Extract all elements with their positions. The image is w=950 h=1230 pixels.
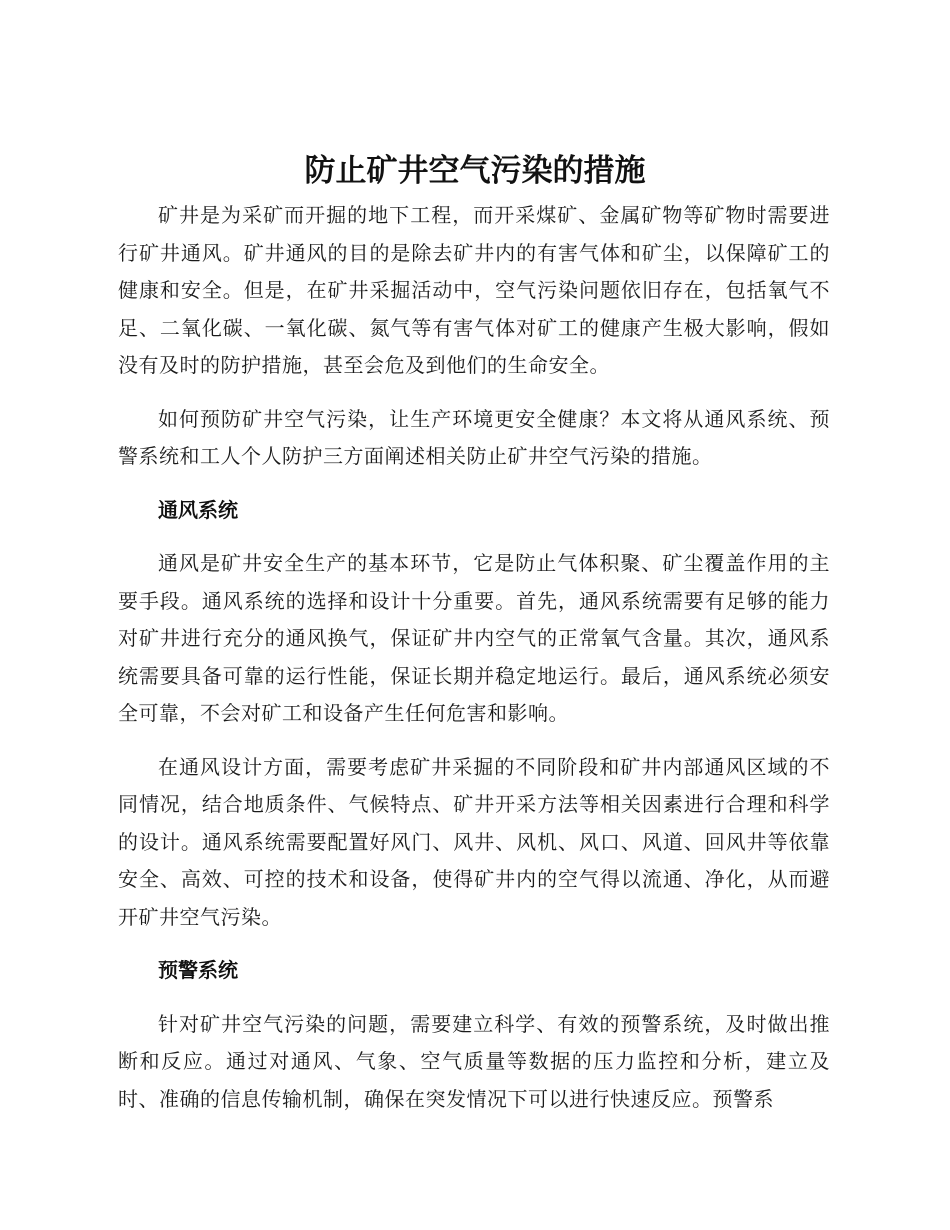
intro-paragraph-2: 如何预防矿井空气污染，让生产环境更安全健康？本文将从通风系统、预警系统和工人个人防护三方面阐述相关防止矿井空气污染的措施。 — [118, 406, 830, 468]
ventilation-paragraph-2: 在通风设计方面，需要考虑矿井采掘的不同阶段和矿井内部通风区域的不同情况，结合地质条件、气候特点、矿井开采方法等相关因素进行合理和科学的设计。通风系统需要配置好风门、风井、风机、风口、风道、回风井等依靠安全、高效、可控的技术和设备，使得矿井内的空气得以流通、净化，从而避开矿井空气污染。 — [118, 754, 830, 929]
ventilation-paragraph-1: 通风是矿井安全生产的基本环节，它是防止气体积聚、矿尘覆盖作用的主要手段。通风系统的选择和设计十分重要。首先，通风系统需要有足够的能力对矿井进行充分的通风换气，保证矿井内空气的正常氧气含量。其次，通风系统需要具备可靠的运行性能，保证长期并稳定地运行。最后，通风系统必须安全可靠，不会对矿工和设备产生任何危害和影响。 — [118, 551, 830, 725]
warning-paragraph-1: 针对矿井空气污染的问题，需要建立科学、有效的预警系统，及时做出推断和反应。通过对通风、气象、空气质量等数据的压力监控和分析，建立及时、准确的信息传输机制，确保在突发情况下可以进行快速反应。预警系 — [118, 1011, 830, 1111]
page-title: 防止矿井空气污染的措施 — [304, 153, 646, 189]
document-body — [118, 197, 830, 1134]
section-heading-ventilation: 通风系统 — [158, 497, 238, 522]
section-heading-warning: 预警系统 — [158, 958, 238, 982]
intro-paragraph-1: 矿井是为采矿而开掘的地下工程，而开采煤矿、金属矿物等矿物时需要进行矿井通风。矿井通风的目的是除去矿井内的有害气体和矿尘，以保障矿工的健康和安全。但是，在矿井采掘活动中，空气污染问题依旧存在，包括氧气不足、二氧化碳、一氧化碳、氮气等有害气体对矿工的健康产生极大影响，假如没有及时的防护措施，甚至会危及到他们的生命安全。 — [118, 203, 830, 377]
